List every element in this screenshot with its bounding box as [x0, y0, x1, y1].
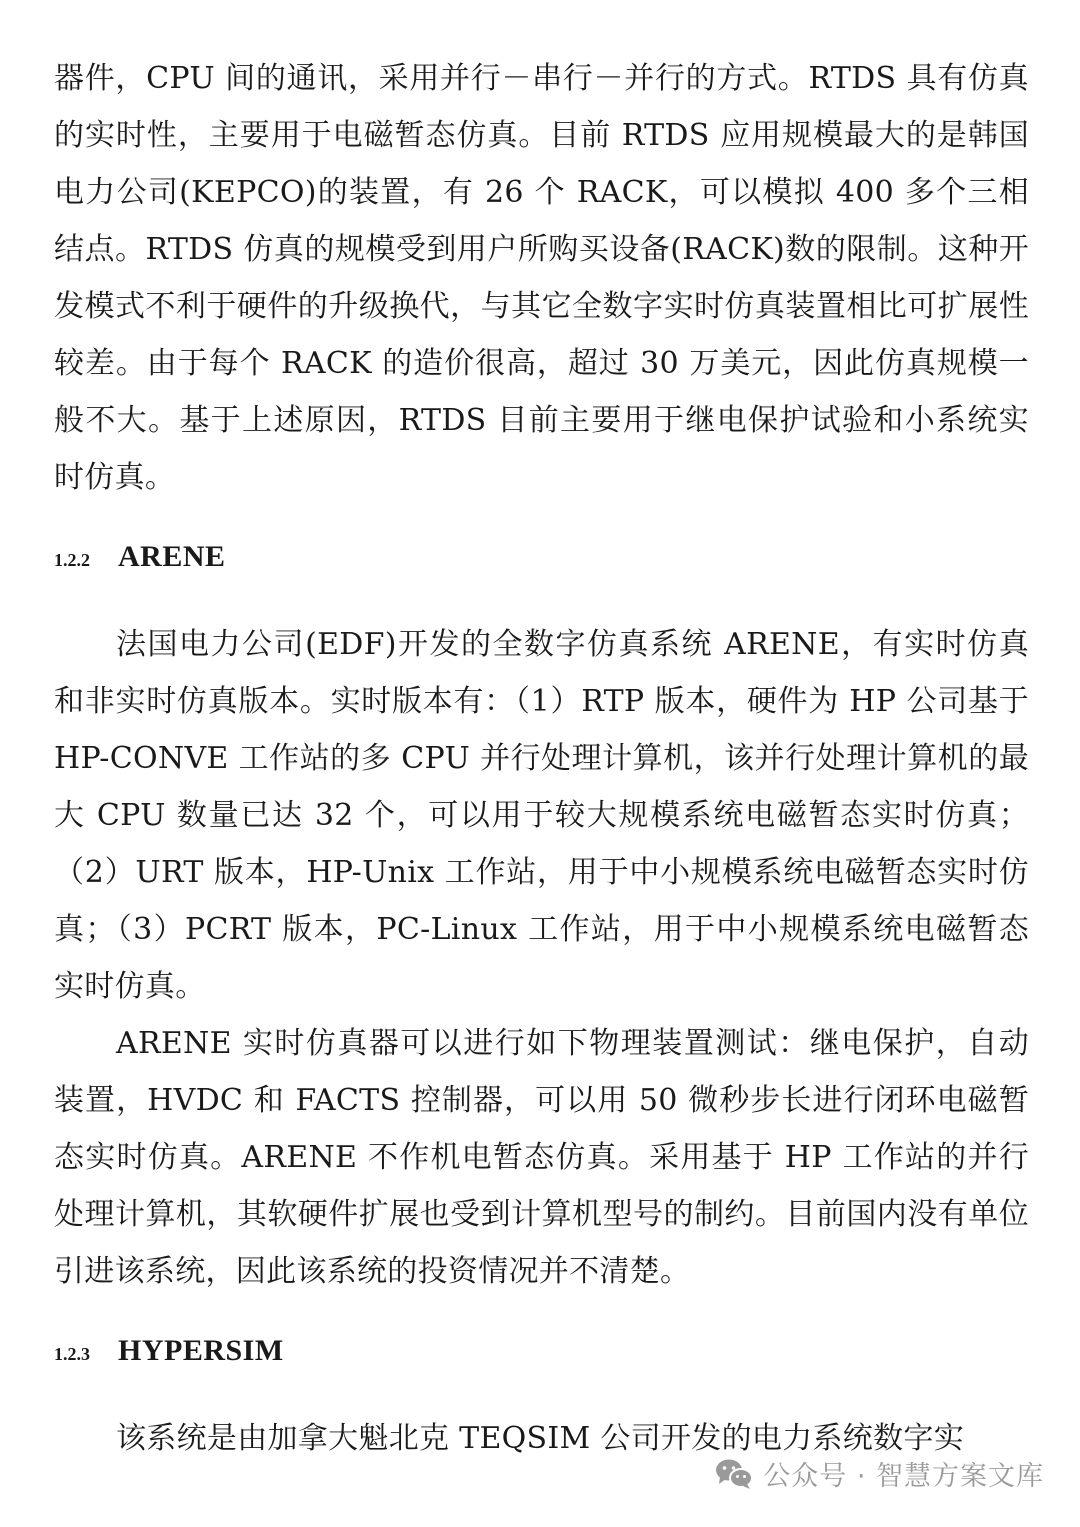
- section-number: 1.2.2: [54, 550, 90, 570]
- paragraph-rtds-summary: 器件，CPU 间的通讯，采用并行－串行－并行的方式。RTDS 具有仿真的实时性，主要用于电磁暂态仿真。目前 RTDS 应用规模最大的是韩国电力公司(KEPCO)的装置，有 26 个 RACK，可以模拟 400 多个三相结点。RTDS 仿真的规模受到用户所购买设备(RACK)数的限制。这种开发模式不利于硬件的升级换代，与其它全数字实时仿真装置相比可扩展性较差。由于每个 RACK 的造价很高，超过 30 万美元，因此仿真规模一般不大。基于上述原因，RTDS 目前主要用于继电保护试验和小系统实时仿真。: [54, 61, 1029, 495]
- wechat-icon: [715, 1458, 753, 1490]
- section-title: HYPERSIM: [118, 1334, 284, 1367]
- section-heading-hypersim: [54, 1334, 1029, 1374]
- document-page: [54, 50, 1029, 1467]
- section-title: ARENE: [118, 540, 226, 573]
- paragraph-arene-tests: ARENE 实时仿真器可以进行如下物理装置测试：继电保护，自动装置，HVDC 和 FACTS 控制器，可以用 50 微秒步长进行闭环电磁暂态实时仿真。ARENE 不作机电暂态仿真。采用基于 HP 工作站的并行处理计算机，其软硬件扩展也受到计算机型号的制约。目前国内没有单位引进该系统，因此该系统的投资情况并不清楚。: [54, 1026, 1029, 1289]
- section-number: 1.2.3: [54, 1344, 90, 1364]
- paragraph-arene-intro: 法国电力公司(EDF)开发的全数字仿真系统 ARENE，有实时仿真和非实时仿真版本。实时版本有：（1）RTP 版本，硬件为 HP 公司基于 HP-CONVE 工作站的多 CPU 并行处理计算机，该并行处理计算机的最大 CPU 数量已达 32 个，可以用于较大规模系统电磁暂态实时仿真；（2）URT 版本，HP-Unix 工作站，用于中小规模系统电磁暂态实时仿真；（3）PCRT 版本，PC-Linux 工作站，用于中小规模系统电磁暂态实时仿真。: [54, 627, 1029, 1004]
- section-heading-arene: [54, 540, 1029, 580]
- watermark: [715, 1454, 1044, 1493]
- watermark-text: 公众号 · 智慧方案文库: [763, 1461, 1044, 1492]
- paragraph-hypersim-intro: 该系统是由加拿大魁北克 TEQSIM 公司开发的电力系统数字实: [116, 1421, 964, 1456]
